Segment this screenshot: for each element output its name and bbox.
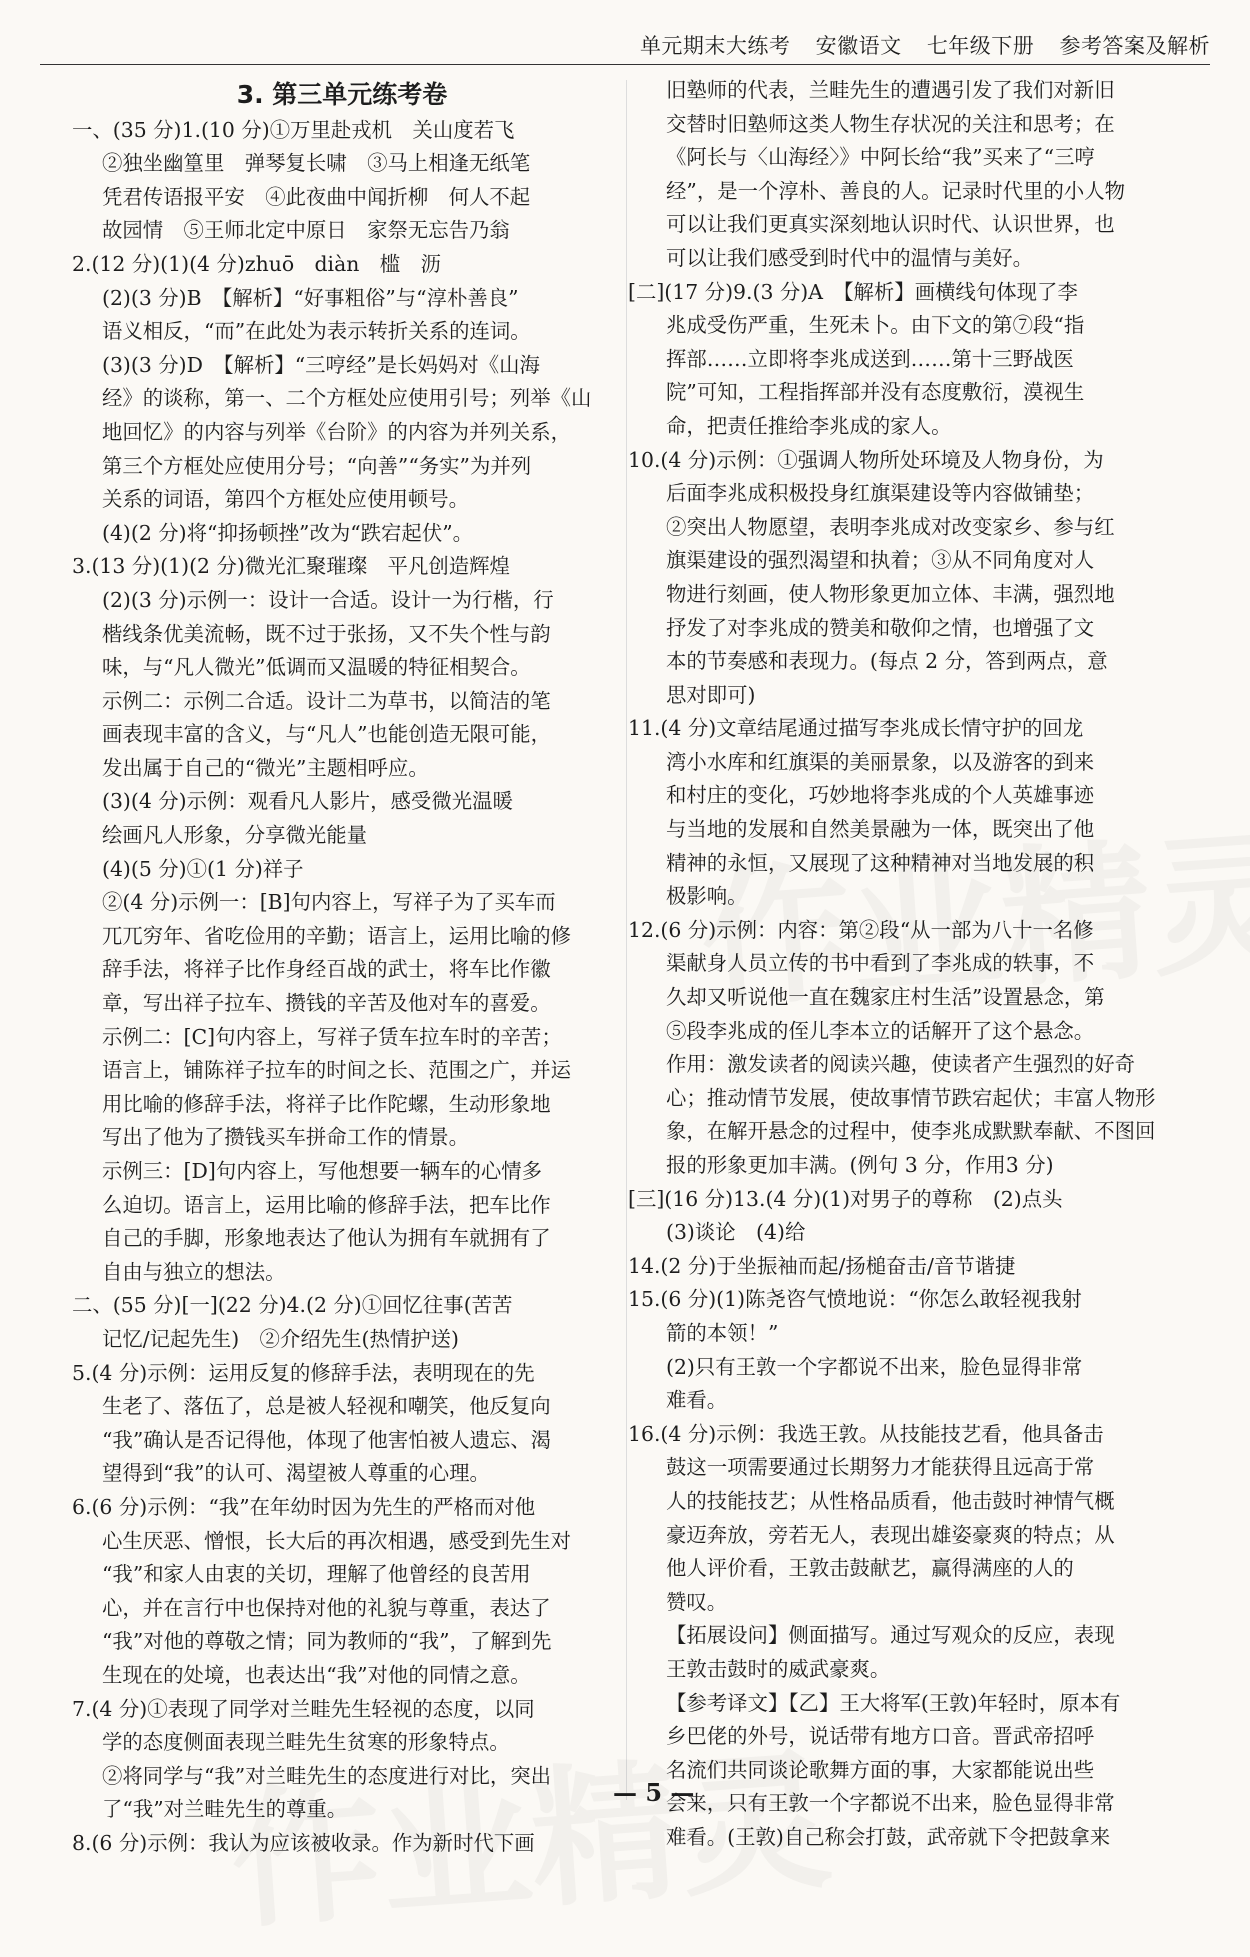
text-line: 自己的手脚，形象地表达了他认为拥有车就拥有了 xyxy=(102,1226,551,1251)
text-line: 地回忆》的内容与列举《台阶》的内容为并列关系， xyxy=(102,419,571,444)
text-line: 么迫切。语言上，运用比喻的修辞手法，把车比作 xyxy=(102,1192,551,1217)
text-line: 第三个方框处应使用分号；“向善”“务实”为并列 xyxy=(102,453,532,478)
text-line: 抒发了对李兆成的赞美和敬仰之情，也增强了文 xyxy=(666,615,1095,640)
column-divider xyxy=(626,80,627,1800)
text-line: 6.(6 分)示例：“我”在年幼时因为先生的严格而对他 xyxy=(72,1494,536,1519)
text-line: 【拓展设问】侧面描写。通过写观众的反应，表现 xyxy=(666,1623,1115,1648)
text-line: 生老了、落伍了，总是被人轻视和嘲笑，他反复向 xyxy=(102,1394,551,1419)
text-line: ②(4 分)示例一：[B]句内容上，写祥子为了买车而 xyxy=(102,890,556,915)
text-line: 他人评价看，王敦击鼓献艺，赢得满座的人的 xyxy=(666,1556,1074,1581)
text-line: 心生厌恶、憎恨，长大后的再次相遇，感受到先生对 xyxy=(102,1528,571,1553)
text-line: 一、(35 分)1.(10 分)①万里赴戎机 关山度若飞 xyxy=(72,117,515,142)
page-number: — 5 — xyxy=(613,1778,695,1807)
text-line: 示例三：[D]句内容上，写他想要一辆车的心情多 xyxy=(102,1159,543,1183)
text-line: 与当地的发展和自然美景融为一体，既突出了他 xyxy=(666,817,1095,842)
text-line: 兀兀穷年、省吃俭用的辛勤；语言上，运用比喻的修 xyxy=(102,923,571,948)
text-line: 写出了他为了攒钱买车拼命工作的情景。 xyxy=(102,1125,470,1150)
text-line: 语义相反，“而”在此处为表示转折关系的连词。 xyxy=(102,319,531,344)
text-line: 思对即可) xyxy=(666,682,756,707)
text-line: 发出属于自己的“微光”主题相呼应。 xyxy=(102,755,429,780)
text-line: (2)(3 分)B 【解析】“好事粗俗”与“淳朴善良” xyxy=(102,285,519,310)
text-line: ⑤段李兆成的侄儿李本立的话解开了这个悬念。 xyxy=(666,1018,1095,1043)
text-line: 心，并在言行中也保持对他的礼貌与尊重，表达了 xyxy=(102,1595,551,1620)
text-line: 可以让我们更真实深刻地认识时代、认识世界，也 xyxy=(666,212,1115,237)
text-line: 示例二：[C]句内容上，写祥子赁车拉车时的辛苦； xyxy=(102,1024,562,1049)
running-header xyxy=(622,30,1210,60)
text-line: 报的形象更加丰满。(例句 3 分，作用3 分) xyxy=(666,1153,1054,1177)
text-line: 绘画凡人形象，分享微光能量 xyxy=(102,823,368,848)
text-line: 了“我”对兰畦先生的尊重。 xyxy=(102,1797,348,1822)
text-line: 自由与独立的想法。 xyxy=(102,1259,286,1284)
header-item: 单元期末大练考 xyxy=(639,34,791,58)
text-line: 故园情 ⑤王师北定中原日 家祭无忘告乃翁 xyxy=(102,218,510,243)
text-line: 渠献身人员立传的书中看到了李兆成的轶事，不 xyxy=(666,951,1095,976)
text-line: ②独坐幽篁里 弹琴复长啸 ③马上相逢无纸笔 xyxy=(102,151,531,176)
text-line: 15.(6 分)(1)陈尧咨气愤地说：“你怎么敢轻视我射 xyxy=(628,1287,1082,1312)
text-line: 会来，只有王敦一个字都说不出来，脸色显得非常 xyxy=(666,1791,1115,1816)
text-line: 极影响。 xyxy=(666,884,748,909)
text-line: 12.(6 分)示例：内容：第②段“从一部为八十一名修 xyxy=(628,917,1094,942)
text-line: (3)(4 分)示例：观看凡人影片，感受微光温暖 xyxy=(102,789,513,814)
text-line: 2.(12 分)(1)(4 分)zhuō diàn 槛 沥 xyxy=(72,251,441,276)
text-line: (4)(2 分)将“抑扬顿挫”改为“跌宕起伏”。 xyxy=(102,520,474,545)
text-line: 兆成受伤严重，生死未卜。由下文的第⑦段“指 xyxy=(666,313,1085,338)
text-line: 名流们共同谈论歌舞方面的事，大家都能说出些 xyxy=(666,1757,1095,1782)
text-line: 和村庄的变化，巧妙地将李兆成的个人英雄事迹 xyxy=(666,783,1095,808)
text-line: (3)谈论 (4)给 xyxy=(666,1220,806,1245)
text-line: 16.(4 分)示例：我选王敦。从技能技艺看，他具备击 xyxy=(628,1421,1104,1446)
text-line: 楷线条优美流畅，既不过于张扬，又不失个性与韵 xyxy=(102,621,551,646)
text-line: 后面李兆成积极投身红旗渠建设等内容做铺垫； xyxy=(666,481,1095,506)
header-rule xyxy=(40,64,1210,65)
text-line: 经》的谈称，第一、二个方框处应使用引号；列举《山 xyxy=(102,386,592,411)
text-line: 挥部……立即将李兆成送到……第十三野战医 xyxy=(666,346,1074,371)
text-line: 画表现丰富的含义，与“凡人”也能创造无限可能， xyxy=(102,722,552,747)
text-line: “我”确认是否记得他，体现了他害怕被人遗忘、渴 xyxy=(102,1427,552,1452)
text-line: 7.(4 分)①表现了同学对兰畦先生轻视的态度，以同 xyxy=(72,1696,535,1721)
text-line: 赞叹。 xyxy=(666,1589,728,1614)
text-line: 人的技能技艺；从性格品质看，他击鼓时神情气概 xyxy=(666,1488,1115,1513)
left-lines xyxy=(72,114,612,1861)
section-title: 3. 第三单元练考卷 xyxy=(236,80,448,109)
watermark-logo xyxy=(693,779,1250,1036)
text-line: 院”可知，工程指挥部并没有态度敷衍，漠视生 xyxy=(666,380,1085,405)
text-line: 【参考译文】【乙】王大将军(王敦)年轻时，原本有 xyxy=(666,1690,1121,1715)
text-line: 14.(2 分)于坐振袖而起/扬槌奋击/音节谐捷 xyxy=(628,1253,1016,1278)
text-line: 乡巴佬的外号，说话带有地方口音。晋武帝招呼 xyxy=(666,1724,1095,1749)
text-line: “我”对他的尊敬之情；同为教师的“我”，了解到先 xyxy=(102,1629,552,1654)
text-line: 8.(6 分)示例：我认为应该被收录。作为新时代下画 xyxy=(72,1830,535,1855)
text-line: 难看。 xyxy=(666,1388,728,1413)
text-line: 11.(4 分)文章结尾通过描写李兆成长情守护的回龙 xyxy=(628,716,1084,741)
watermark-logo xyxy=(223,1699,837,1956)
text-line: 10.(4 分)示例：①强调人物所处环境及人物身份，为 xyxy=(628,447,1104,472)
text-line: 心；推动情节发展，使故事情节跌宕起伏；丰富人物形 xyxy=(666,1085,1156,1110)
text-line: 交替时旧塾师这类人物生存状况的关注和思考；在 xyxy=(666,111,1115,136)
left-column xyxy=(72,74,612,1860)
text-line: ②突出人物愿望，表明李兆成对改变家乡、参与红 xyxy=(666,514,1115,539)
text-line: 示例二：示例二合适。设计二为草书，以简洁的笔 xyxy=(102,688,551,713)
text-line: 学的态度侧面表现兰畦先生贫寒的形象特点。 xyxy=(102,1730,510,1755)
text-line: 经”，是一个淳朴、善良的人。记录时代里的小人物 xyxy=(666,178,1126,203)
text-line: 旗渠建设的强烈渴望和执着；③从不同角度对人 xyxy=(666,548,1095,573)
text-line: 味，与“凡人微光”低调而又温暖的特征相契合。 xyxy=(102,655,531,680)
text-line: 箭的本领！” xyxy=(666,1320,779,1345)
text-line: [三](16 分)13.(4 分)(1)对男子的尊称 (2)点头 xyxy=(628,1186,1063,1211)
text-line: 豪迈奔放，旁若无人，表现出雄姿豪爽的特点；从 xyxy=(666,1522,1115,1547)
text-line: 旧塾师的代表，兰畦先生的遭遇引发了我们对新旧 xyxy=(666,78,1115,102)
text-line: 语言上，铺陈祥子拉车的时间之长、范围之广，并运 xyxy=(102,1058,571,1083)
text-line: ②将同学与“我”对兰畦先生的态度进行对比，突出 xyxy=(102,1763,552,1788)
text-line: [二](17 分)9.(3 分)A 【解析】画横线句体现了李 xyxy=(628,279,1078,304)
text-line: 湾小水库和红旗渠的美丽景象，以及游客的到来 xyxy=(666,749,1095,774)
text-line: 王敦击鼓时的威武豪爽。 xyxy=(666,1656,891,1681)
text-line: 精神的永恒，又展现了这种精神对当地发展的积 xyxy=(666,850,1095,875)
text-line: 象，在解开悬念的过程中，使李兆成默默奉献、不图回 xyxy=(666,1119,1156,1144)
text-line: (4)(5 分)①(1 分)祥子 xyxy=(102,856,304,881)
header-item: 参考答案及解析 xyxy=(1059,34,1210,58)
text-line: 凭君传语报平安 ④此夜曲中闻折柳 何人不起 xyxy=(102,184,531,209)
text-line: 二、(55 分)[一](22 分)4.(2 分)①回忆往事(苦苦 xyxy=(72,1293,513,1318)
text-line: 作用：激发读者的阅读兴趣，使读者产生强烈的好奇 xyxy=(666,1052,1135,1077)
text-line: 久却又听说他一直在魏家庄村生活”设置悬念，第 xyxy=(666,985,1105,1010)
text-line: 记忆/记起先生) ②介绍先生(热情护送) xyxy=(102,1326,459,1351)
text-line: 用比喻的修辞手法，将祥子比作陀螺，生动形象地 xyxy=(102,1091,551,1116)
text-line: 5.(4 分)示例：运用反复的修辞手法，表明现在的先 xyxy=(72,1360,535,1385)
text-line: (3)(3 分)D 【解析】“三哼经”是长妈妈对《山海 xyxy=(102,352,540,377)
text-line: 辞手法，将祥子比作身经百战的武士，将车比作徽 xyxy=(102,957,551,982)
text-line: 物进行刻画，使人物形象更加立体、丰满，强烈地 xyxy=(666,581,1115,606)
text-line: 难看。(王敦)自己称会打鼓，武帝就下令把鼓拿来 xyxy=(666,1824,1111,1849)
text-line: 命，把责任推给李兆成的家人。 xyxy=(666,413,952,438)
text-line: “我”和家人由衷的关切，理解了他曾经的良苦用 xyxy=(102,1562,531,1587)
header-item: 安徽语文 xyxy=(815,34,902,58)
text-line: 关系的词语，第四个方框处应使用顿号。 xyxy=(102,487,470,512)
text-line: (2)只有王敦一个字都说不出来，脸色显得非常 xyxy=(666,1354,1083,1379)
text-line: 章，写出祥子拉车、攒钱的辛苦及他对车的喜爱。 xyxy=(102,991,551,1016)
text-line: 望得到“我”的认可、渴望被人尊重的心理。 xyxy=(102,1461,490,1486)
text-line: 鼓这一项需要通过长期努力才能获得且远高于常 xyxy=(666,1455,1095,1480)
text-line: 《阿长与〈山海经〉》中阿长给“我”买来了“三哼 xyxy=(666,145,1095,170)
header-item: 七年级下册 xyxy=(926,34,1035,58)
text-line: 生现在的处境，也表达出“我”对他的同情之意。 xyxy=(102,1662,531,1687)
text-line: 3.(13 分)(1)(2 分)微光汇聚璀璨 平凡创造辉煌 xyxy=(72,554,510,579)
text-line: (2)(3 分)示例一：设计一合适。设计一为行楷，行 xyxy=(102,587,554,612)
text-line: 本的节奏感和表现力。(每点 2 分，答到两点，意 xyxy=(666,649,1108,674)
text-line: 可以让我们感受到时代中的温情与美好。 xyxy=(666,245,1034,270)
